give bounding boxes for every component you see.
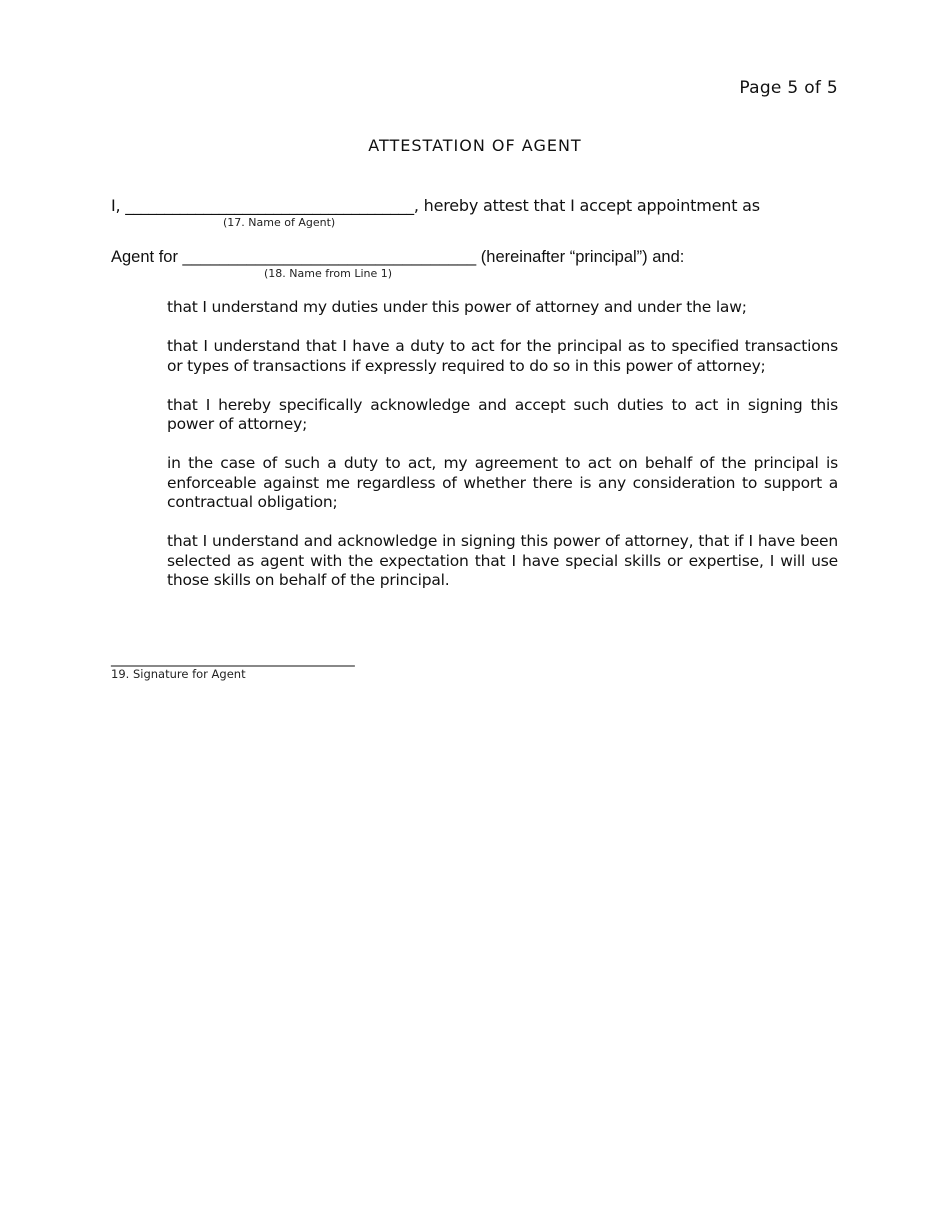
clause-duties-understood: that I understand my duties under this power of attorney and under the law; [167,298,747,316]
attestation-clauses [167,298,838,610]
signature-caption: 19. Signature for Agent [111,667,246,681]
document-title: ATTESTATION OF AGENT [368,136,582,155]
clause-enforceable-agreement: in the case of such a duty to act, my agreement to act on behalf of the principal is enforceable against me regardless of whether there is any consideration to support a contractual obligation; [167,454,838,511]
principal-name-line: Agent for ________________________________ (hereinafter “principal”) and: [111,248,685,266]
page-number: Page 5 of 5 [739,78,838,98]
clause-duty-to-act: that I understand that I have a duty to act for the principal as to specified transactions or types of transactions if expressly required to do so in this power of attorney; [167,337,838,375]
agent-name-caption: (17. Name of Agent) [223,216,336,229]
clause-special-skills: that I understand and acknowledge in signing this power of attorney, that if I have been selected as agent with the expectation that I have special skills or expertise, I will use those skills on behalf of the principal. [167,532,838,589]
clause-acknowledge-duties: that I hereby specifically acknowledge and accept such duties to act in signing this power of attorney; [167,395,838,433]
agent-name-line: I, _____________________________________, hereby attest that I accept appointment as [111,196,760,215]
signature-line: ______________________________________ [111,651,355,667]
principal-name-caption: (18. Name from Line 1) [264,267,393,280]
